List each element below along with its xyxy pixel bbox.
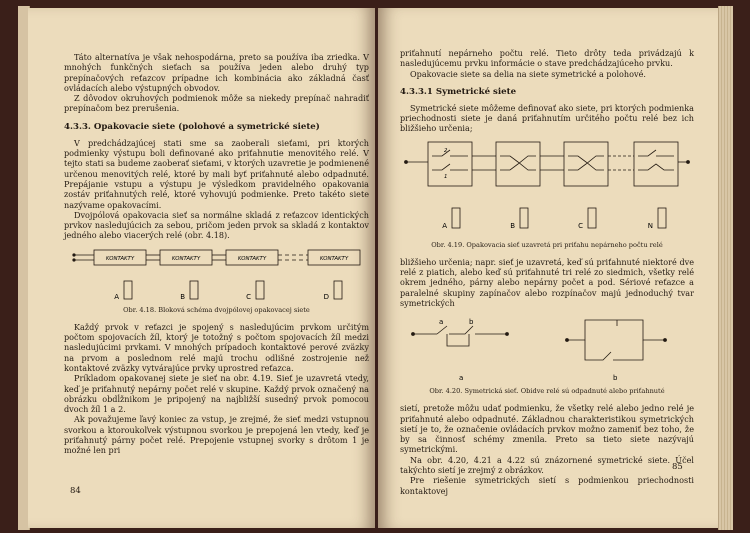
- contact-label: a: [439, 318, 444, 327]
- relay-label: B: [510, 221, 515, 230]
- block-label: KONTAKTY: [319, 255, 348, 262]
- figure-4-20-symmetric-network: [407, 312, 687, 384]
- relay-coil: [190, 281, 198, 299]
- left-page: [28, 8, 375, 528]
- relay-label: A: [442, 221, 447, 230]
- paragraph: V predchádzajúcej stati sme sa zaoberali sieťami, pri ktorých podmienky výstupu boli definované ako priťahnutie menovitého relé. V tejto stati sa budeme zaoberať sieťami, v ktorých uzavretie je podmienené určenou menovitých relé, ktoré by mali byť priťahnuté alebo odpadnuté. Prepájanie vstupu a výstupu je výsledkom pravidelného opakovania zostáv priťahnutých relé, ktoré vyhovujú podmienke. Preto takéto siete nazývame opakovacími.: [64, 137, 369, 210]
- relay-coil: [452, 208, 460, 228]
- section-heading: 4.3.3. Opakovacie siete (polohové a symetrické siete): [64, 121, 320, 132]
- relay-coil: [658, 208, 666, 228]
- paragraph: bližšieho určenia; napr. sieť je uzavretá, keď sú priťahnuté niektoré dve relé z piatich, alebo keď sú priťahnuté tri relé zo siedmich, všetky relé okrem jedného, párny alebo nepárny počet a pod. Sériové reťazce a paralelné skupiny zapínačov alebo rozpínačov majú jednoduchý tvar symetrických: [400, 256, 694, 308]
- paragraph: priťahnutí nepárneho počtu relé. Tieto drôty teda privádzajú k nasledujúcemu prvku informácie o stave predchádzajúceho prvku.: [400, 48, 694, 69]
- block-label: KONTAKTY: [237, 255, 266, 262]
- relay-coil: [520, 208, 528, 228]
- figure-caption: Obr. 4.20. Symetrická sieť. Obidve relé sú odpadnuté alebo priťahnuté: [429, 387, 665, 396]
- paragraph: Dvojpólová opakovacia sieť sa normálne skladá z reťazcov identických prvkov nasledujúcich za sebou, pričom jeden prvok sa skladá z kontaktov jedného alebo viacerých relé (obr. 4.18).: [64, 209, 369, 241]
- paragraph: Z dôvodov okruhových podmienok môže sa niekedy prepínač nahradiť prepínačom bez prerušenia.: [64, 93, 369, 114]
- contact-label: b: [469, 318, 474, 327]
- relay-coil: [588, 208, 596, 228]
- block-label: KONTAKTY: [105, 255, 134, 262]
- block-label: KONTAKTY: [171, 255, 200, 262]
- figure-caption: Obr. 4.18. Bloková schéma dvojpólovej opakovacej siete: [123, 305, 310, 314]
- relay-coil: [124, 281, 132, 299]
- relay-label: C: [578, 221, 583, 230]
- right-page: [378, 8, 718, 528]
- paragraph: Opakovacie siete sa delia na siete symetrické a polohové.: [410, 68, 646, 79]
- figure-4-18-block-diagram: [72, 245, 362, 303]
- relay-label: A: [113, 292, 119, 301]
- paragraph: Každý prvok v reťazci je spojený s nasledujúcim prvkom určitým počtom spojovacích žíl, ktorý je totožný s počtom spojovacích žíl medzi nasledujúcimi prvkami. V mnohých prípadoch kontaktové perové zväzky na prvom a poslednom relé majú trochu odlišné zostrojenie než kontaktové zväzky vytvárajúce prvky uprostred reťazca.: [64, 321, 369, 373]
- relay-label: B: [179, 292, 185, 301]
- paragraph: Ak považujeme ľavý koniec za vstup, je zrejmé, že sieť medzi vstupnou svorkou a ktoroukoľvek výstupnou svorkou je prepojená len vtedy, keď je priťahnutý párny počet relé. Prepojenie vstupnej svorky s drôtom 1 je možné len pri: [64, 414, 369, 456]
- relay-label: N: [647, 221, 653, 230]
- relay-coil: [334, 281, 342, 299]
- paragraph: sietí, pretože môžu udať podmienku, že všetky relé alebo jedno relé je priťahnuté alebo odpadnuté. Základnou charakteristikou symetrických sietí je to, že označenie ovládacích prvkov možno zameniť bez toho, že by sa činnosť schémy zmenila. Preto sa tieto siete nazývajú symetrickými.: [400, 403, 694, 455]
- figure-sub-label: a: [459, 374, 464, 383]
- wire-label: 1: [444, 173, 448, 180]
- right-page-edge: [718, 6, 733, 530]
- paragraph: Táto alternatíva je však nehospodárna, preto sa používa iba zriedka. V mnohých funkčných sieťach sa používa jeden alebo druhý typ prepínačových reťazcov prípadne ich kombinácia ako základná časť ovládacích alebo výstupných obvodov.: [64, 52, 369, 93]
- section-heading: 4.3.3.1 Symetrické siete: [400, 86, 517, 97]
- figure-caption: Obr. 4.19. Opakovacia sieť uzavretá pri priťahu nepárneho počtu relé: [431, 240, 663, 249]
- paragraph: Na obr. 4.20, 4.21 a 4.22 sú znázornené symetrické siete. Účel takýchto sietí je zrejmý z obrázkov.: [400, 454, 694, 476]
- relay-label: C: [245, 292, 251, 301]
- figure-4-19-repeating-network: [402, 138, 692, 238]
- page-number: 84: [70, 486, 81, 496]
- wire-label: 2: [444, 147, 448, 154]
- relay-coil: [256, 281, 264, 299]
- figure-sub-label: b: [613, 374, 618, 383]
- paragraph: Symetrické siete môžeme definovať ako siete, pri ktorých podmienka priechodnosti siete je daná priťahnutím určitého počtu relé bez ich bližšieho určenia;: [400, 102, 694, 134]
- relay-label: D: [323, 292, 329, 301]
- paragraph: Príkladom opakovanej siete je sieť na obr. 4.19. Sieť je uzavretá vtedy, keď je priťahnutý nepárny počet relé v skupine. Každý prvok označený na obrázku obdĺžnikom je pripojený na najbližší susedný prvok pomocou dvoch žíl 1 a 2.: [64, 373, 369, 415]
- page-number: 85: [672, 462, 683, 472]
- paragraph: Pre riešenie symetrických sietí s podmienkou priechodnosti kontaktovej: [400, 475, 694, 496]
